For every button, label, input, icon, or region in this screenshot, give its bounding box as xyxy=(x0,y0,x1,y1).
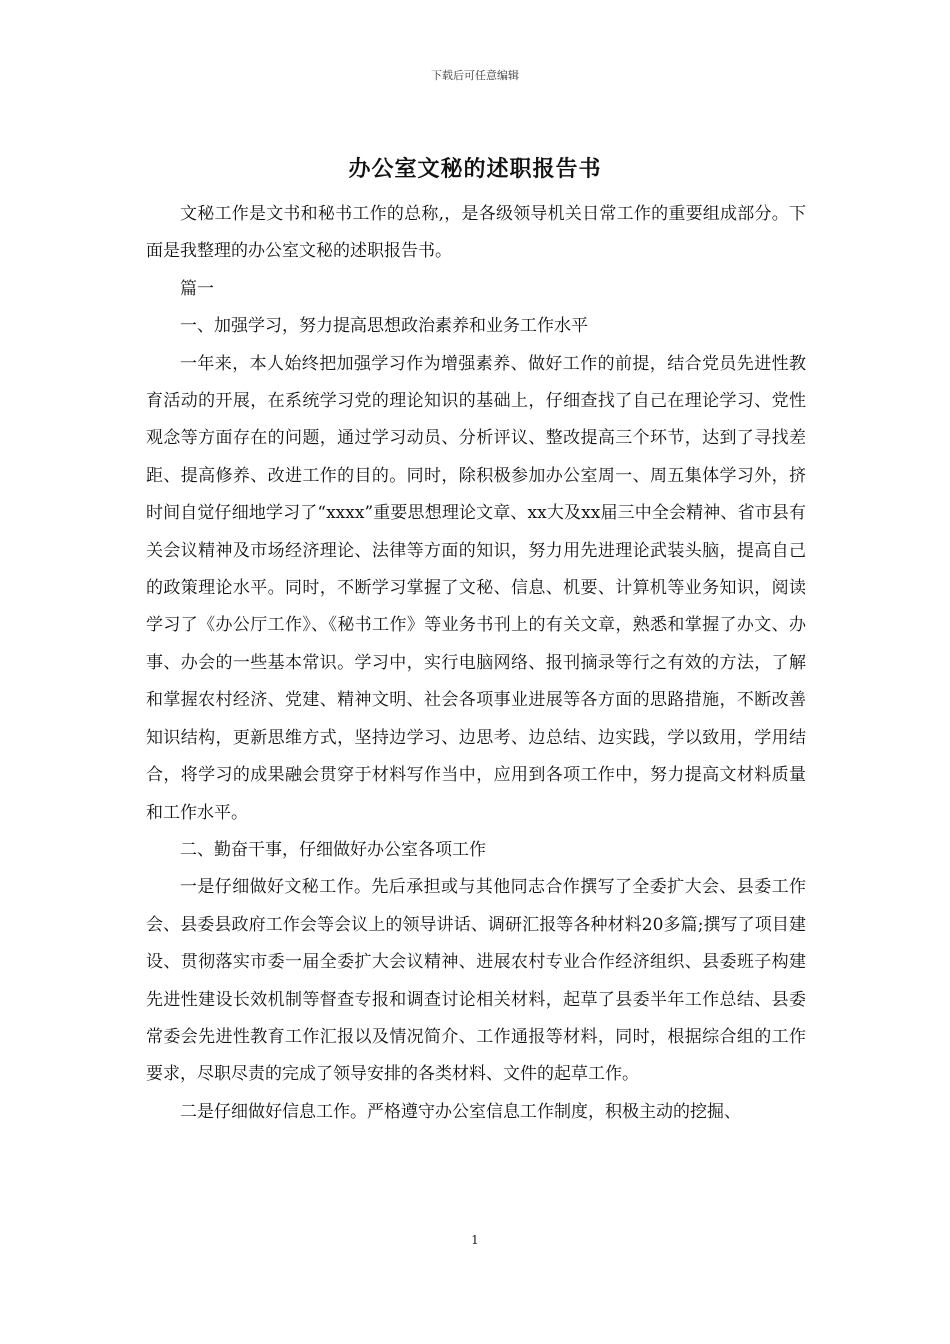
page-header-note: 下载后可任意编辑 xyxy=(431,69,519,82)
document-title: 办公室文秘的述职报告书 xyxy=(348,156,602,182)
paragraph-intro: 文秘工作是文书和秘书工作的总称,，是各级领导机关日常工作的重要组成部分。下面是我整理的办公室文秘的述职报告书。 xyxy=(146,204,806,262)
paragraph-section-label: 篇一 xyxy=(180,278,214,299)
paragraph-study: 一年来，本人始终把加强学习作为增强素养、做好工作的前提，结合党员先进性教育活动的开展，在系统学习党的理论知识的基础上，仔细查找了自己在理论学习、党性观念等方面存在的问题，通过学习动员、分析评议、整改提高三个环节，达到了寻找差距、提高修养、改进工作的目的。同时，除积极参加办公室周一、周五集体学习外，挤时间自觉仔细地学习了“xxxx”重要思想理论文章、xx大及xx届三中全会精神、省市县有关会议精神及市场经济理论、法律等方面的知识，努力用先进理论武装头脑，提高自己的政策理论水平。同时，不断学习掌握了文秘、信息、机要、计算机等业务知识，阅读学习了《办公厅工作》、《秘书工作》等业务书刊上的有关文章，熟悉和掌握了办文、办事、办会的一些基本常识。学习中，实行电脑网络、报刊摘录等行之有效的方法，了解和掌握农村经济、党建、精神文明、社会各项事业进展等各方面的思路措施，不断改善知识结构，更新思维方式，坚持边学习、边思考、边总结、边实践，学以致用，学用结合，将学习的成果融会贯穿于材料写作当中，应用到各项工作中，努力提高文材料质量和工作水平。 xyxy=(146,353,806,823)
paragraph-information-work: 二是仔细做好信息工作。严格遵守办公室信息工作制度，积极主动的挖掘、 xyxy=(180,1101,741,1122)
paragraph-heading-2: 二、勤奋干事，仔细做好办公室各项工作 xyxy=(180,839,486,860)
document-body xyxy=(146,196,806,1131)
page-number: 1 xyxy=(471,1233,479,1247)
paragraph-secretarial-work: 一是仔细做好文秘工作。先后承担或与其他同志合作撰写了全委扩大会、县委工作会、县委县政府工作会等会议上的领导讲话、调研汇报等各种材料20多篇;撰写了项目建设、贯彻落实市委一届全委扩大会议精神、进展农村专业合作经济组织、县委班子构建先进性建设长效机制等督查专报和调查讨论相关材料，起草了县委半年工作总结、县委常委会先进性教育工作汇报以及情况简介、工作通报等材料，同时，根据综合组的工作要求，尽职尽责的完成了领导安排的各类材料、文件的起草工作。 xyxy=(146,877,806,1085)
paragraph-heading-1: 一、加强学习，努力提高思想政治素养和业务工作水平 xyxy=(180,316,588,337)
